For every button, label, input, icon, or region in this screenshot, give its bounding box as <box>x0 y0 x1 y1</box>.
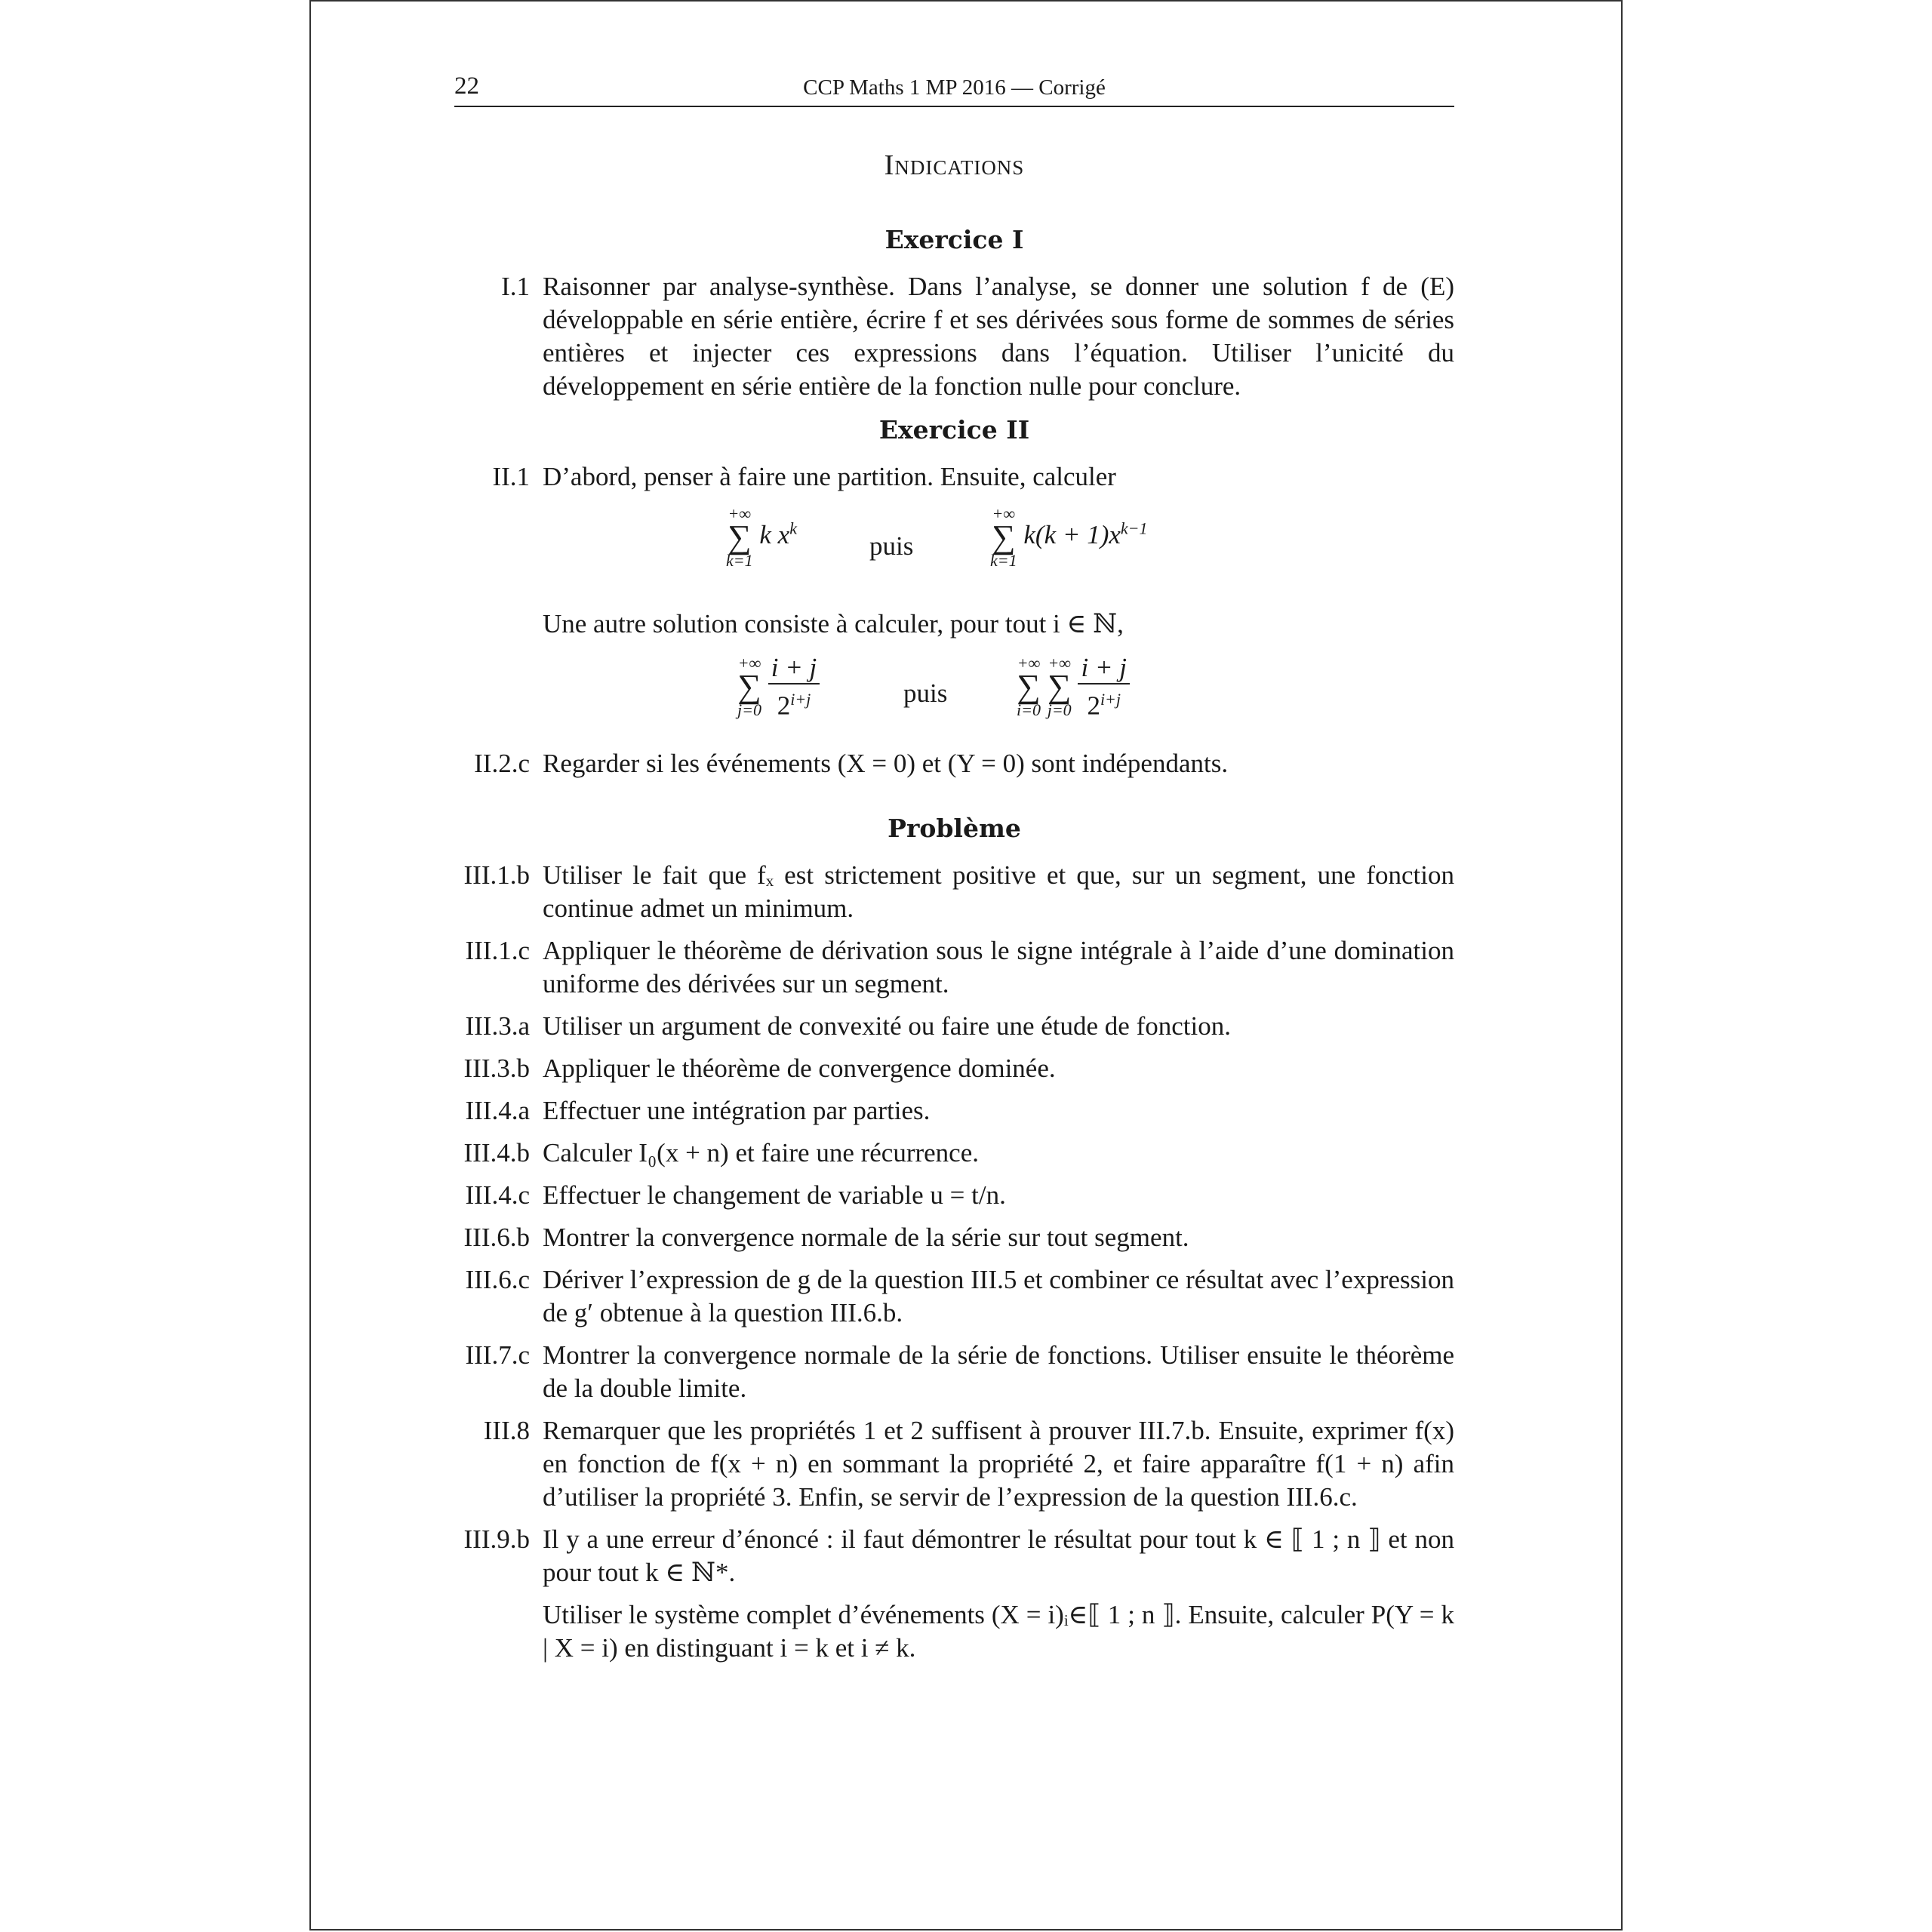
list-item <box>454 1010 1454 1043</box>
sum-fraction-left <box>737 653 820 721</box>
item-text: Regarder si les événements (X = 0) et (Y = 0) sont indépendants. <box>543 749 1229 778</box>
item-number: II.1 <box>492 462 530 491</box>
list-item <box>454 1221 1454 1254</box>
item-text: D’abord, penser à faire une partition. Ensuite, calculer <box>543 462 1116 491</box>
list-item <box>454 1094 1454 1128</box>
item-number: III.4.b <box>463 1138 530 1168</box>
list-item <box>454 1339 1454 1405</box>
item-number: III.7.c <box>465 1340 530 1370</box>
item-text: Raisonner par analyse-synthèse. Dans l’analyse, se donner une solution f de (E) développable en série entière, écrire f et ses dérivées sous forme de sommes de séries entières et injecter ces expressions dans l’équation. Utiliser l’unicité du développement en série entière de la fonction nulle pour conclure. <box>543 272 1454 401</box>
item-number: III.1.c <box>465 936 530 965</box>
item-number: III.4.c <box>465 1180 530 1210</box>
item-text: Dériver l’expression de g de la question III.5 et combiner ce résultat avec l’expression de g′ obtenue à la question III.6.b. <box>543 1265 1454 1327</box>
item-text: Calculer I₀(x + n) et faire une récurrence. <box>543 1138 979 1168</box>
sum-symbol: +∞ ∑ j=0 <box>737 654 761 720</box>
sum-symbol: +∞ ∑ j=0 <box>1047 654 1072 720</box>
page-header <box>454 69 1454 107</box>
item-number: III.8 <box>483 1416 530 1445</box>
list-item <box>454 934 1454 1001</box>
page-content <box>454 69 1454 1672</box>
item-text: Il y a une erreur d’énoncé : il faut démontrer le résultat pour tout k ∈ ⟦ 1 ; n ⟧ et non pour tout k ∈ ℕ*. <box>543 1524 1454 1587</box>
item-text: Utiliser un argument de convexité ou faire une étude de fonction. <box>543 1011 1231 1041</box>
double-sum-fraction <box>1017 653 1130 721</box>
list-item <box>454 460 1454 494</box>
sum-symbol: +∞ ∑ i=0 <box>1017 654 1041 720</box>
list-item <box>454 270 1454 403</box>
item-number: III.9.b <box>463 1524 530 1554</box>
item-number: II.2.c <box>474 749 530 778</box>
puis-label: puis <box>903 678 948 708</box>
item-number: III.3.a <box>465 1011 530 1041</box>
sum-symbol: +∞ ∑ k=1 <box>726 504 753 570</box>
sum-symbol: +∞ ∑ k=1 <box>990 504 1017 570</box>
sum-expression-right: +∞ ∑ k=1 $k(k + 1)x^{k-1}$ <box>990 504 1148 570</box>
paragraph: Utiliser le système complet d’événements (X = i)ᵢ∈⟦ 1 ; n ⟧. Ensuite, calculer P(Y = k | X = i) en distinguant i = k et i ≠ k. <box>543 1600 1454 1663</box>
fraction: $\frac{i + j}{2^{i+j}}$ <box>768 653 820 721</box>
item-number: III.4.a <box>465 1096 530 1125</box>
probleme-list <box>454 859 1454 1589</box>
display-equation-1 <box>454 506 1454 592</box>
puis-label: puis <box>869 531 914 561</box>
page-title: Indications <box>884 149 1025 181</box>
item-text: Montrer la convergence normale de la série sur tout segment. <box>543 1223 1189 1252</box>
item-text: Effectuer le changement de variable u = t/n. <box>543 1180 1006 1210</box>
page-number: 22 <box>454 72 479 100</box>
paragraph: Une autre solution consiste à calculer, pour tout i ∈ ℕ, <box>543 609 1124 638</box>
list-item <box>454 747 1454 780</box>
fraction: $\frac{i + j}{2^{i+j}}$ <box>1078 653 1130 721</box>
list-item <box>454 1523 1454 1589</box>
list-item <box>454 1179 1454 1212</box>
list-item <box>454 1263 1454 1330</box>
item-number: III.1.b <box>463 860 530 890</box>
item-text: Utiliser le fait que fₓ est strictement positive et que, sur un segment, une fonction continue admet un minimum. <box>543 860 1454 923</box>
item-text: Appliquer le théorème de dérivation sous le signe intégrale à l’aide d’une domination uniforme des dérivées sur un segment. <box>543 936 1454 998</box>
running-title: CCP Maths 1 MP 2016 — Corrigé <box>803 75 1106 100</box>
list-item <box>454 1414 1454 1514</box>
list-item <box>454 1137 1454 1170</box>
item-text: Montrer la convergence normale de la série de fonctions. Utiliser ensuite le théorème de la double limite. <box>543 1340 1454 1403</box>
item-number: I.1 <box>501 272 530 301</box>
item-text: Appliquer le théorème de convergence dominée. <box>543 1054 1056 1083</box>
item-number: III.6.c <box>465 1265 530 1294</box>
exercice-1-heading: Exercice I <box>884 225 1024 254</box>
list-item <box>454 1052 1454 1085</box>
item-number: III.3.b <box>463 1054 530 1083</box>
exercice-2-heading: Exercice II <box>878 415 1030 445</box>
item-number: III.6.b <box>463 1223 530 1252</box>
item-text: Remarquer que les propriétés 1 et 2 suffisent à prouver III.7.b. Ensuite, exprimer f(x) en fonction de f(x + n) en sommant la propriété 2, et faire apparaître f(1 + n) afin d’utiliser la propriété 3. Enfin, se servir de l’expression de la question III.6.c. <box>543 1416 1454 1512</box>
probleme-heading: Problème <box>888 814 1021 843</box>
document-page <box>309 0 1623 1930</box>
list-item <box>454 859 1454 925</box>
item-text: Effectuer une intégration par parties. <box>543 1096 931 1125</box>
sum-expression-left: +∞ ∑ k=1 k $x^k$ <box>726 504 797 570</box>
display-equation-2 <box>454 653 1454 732</box>
